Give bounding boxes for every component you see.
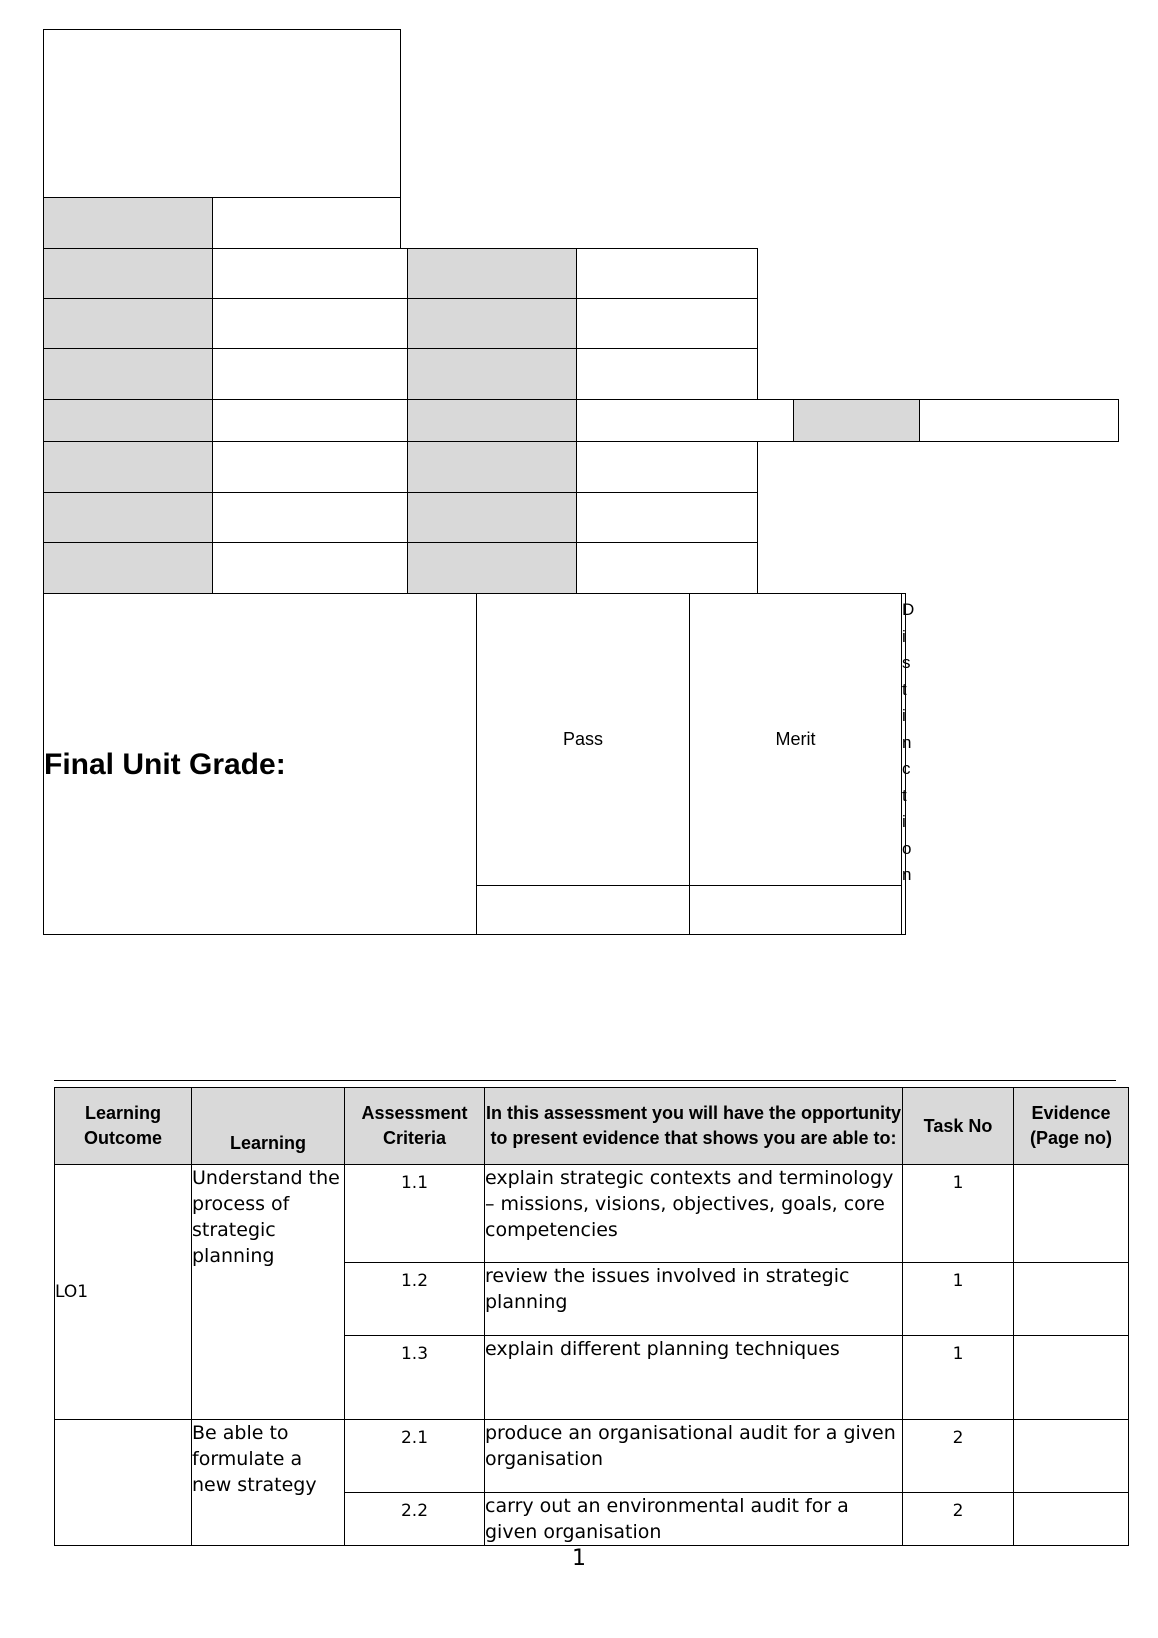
task-number: 1 <box>903 1336 1014 1420</box>
distinction-label <box>902 597 914 889</box>
table-row <box>55 1420 1129 1493</box>
evidence-cell[interactable] <box>1014 1493 1129 1546</box>
table-header-row <box>55 1088 1129 1165</box>
learning-outcome-cell <box>55 1420 192 1546</box>
pass-checkbox-cell[interactable] <box>476 885 690 935</box>
criterion-text: carry out an environmental audit for a given organisation <box>485 1493 903 1546</box>
form-label-cell <box>407 441 577 493</box>
form-value-cell[interactable] <box>576 399 794 442</box>
form-label-cell <box>43 348 213 400</box>
form-label-cell <box>43 542 213 594</box>
criterion-text: explain strategic contexts and terminology – missions, visions, objectives, goals, core competencies <box>485 1165 903 1263</box>
distinction-letter: s <box>902 653 911 672</box>
section-divider <box>54 1080 1116 1081</box>
learning-cell: Be able to formulate a new strategy <box>192 1420 345 1546</box>
criterion-number: 1.1 <box>345 1165 485 1263</box>
header-evidence: Evidence (Page no) <box>1014 1088 1129 1165</box>
form-value-cell[interactable] <box>919 399 1119 442</box>
distinction-letter: n <box>902 732 912 752</box>
form-label-cell <box>407 399 577 442</box>
form-value-cell[interactable] <box>576 298 758 349</box>
distinction-letter: i <box>902 812 906 831</box>
form-value-cell[interactable] <box>212 542 408 594</box>
evidence-cell[interactable] <box>1014 1165 1129 1263</box>
header-learning-outcome: Learning Outcome <box>55 1088 192 1165</box>
criterion-number: 2.1 <box>345 1420 485 1493</box>
distinction-letter: o <box>902 838 912 858</box>
form-value-cell[interactable] <box>576 248 758 299</box>
form-value-cell[interactable] <box>212 492 408 543</box>
form-label-cell <box>43 298 213 349</box>
page-number: 1 <box>572 1546 586 1571</box>
form-value-cell[interactable] <box>212 197 401 249</box>
criterion-text: explain different planning techniques <box>485 1336 903 1420</box>
merit-label: Merit <box>775 729 816 749</box>
distinction-letter: n <box>902 865 912 884</box>
pass-label: Pass <box>562 729 604 749</box>
criterion-number: 1.3 <box>345 1336 485 1420</box>
form-value-cell[interactable] <box>212 441 408 493</box>
form-label-cell <box>407 542 577 594</box>
form-label-cell <box>43 399 213 442</box>
form-value-cell[interactable] <box>576 542 758 594</box>
distinction-letter: D <box>902 600 915 619</box>
learning-cell: Understand the process of strategic planning <box>192 1165 345 1420</box>
form-label-cell <box>407 298 577 349</box>
form-label-cell <box>407 492 577 543</box>
form-label-cell <box>43 248 213 299</box>
criterion-number: 1.2 <box>345 1263 485 1336</box>
logo-box <box>43 29 401 198</box>
header-task-no: Task No <box>903 1088 1014 1165</box>
distinction-letter: i <box>902 706 906 725</box>
distinction-letter: t <box>902 679 907 699</box>
form-label-cell <box>407 248 577 299</box>
form-value-cell[interactable] <box>212 248 408 299</box>
header-learning: Learning <box>192 1088 345 1165</box>
header-opportunity: In this assessment you will have the opportunity to present evidence that shows you are able to: <box>485 1088 903 1165</box>
distinction-letter: t <box>902 785 907 805</box>
form-label-cell <box>43 492 213 543</box>
evidence-cell[interactable] <box>1014 1263 1129 1336</box>
final-grade-label: Final Unit Grade: <box>44 748 286 781</box>
form-value-cell[interactable] <box>576 492 758 543</box>
assessment-criteria-table <box>54 1087 1129 1546</box>
form-value-cell[interactable] <box>576 441 758 493</box>
task-number: 1 <box>903 1165 1014 1263</box>
evidence-cell[interactable] <box>1014 1420 1129 1493</box>
criterion-number: 2.2 <box>345 1493 485 1546</box>
form-label-cell <box>43 197 213 249</box>
merit-checkbox-cell[interactable] <box>689 885 902 935</box>
task-number: 2 <box>903 1493 1014 1546</box>
form-label-cell <box>793 399 920 442</box>
form-value-cell[interactable] <box>576 348 758 400</box>
task-number: 2 <box>903 1420 1014 1493</box>
form-value-cell[interactable] <box>212 298 408 349</box>
table-row <box>55 1165 1129 1263</box>
learning-outcome-cell: LO1 <box>55 1165 192 1420</box>
distinction-letter: c <box>902 759 911 778</box>
header-assessment-criteria: Assessment Criteria <box>345 1088 485 1165</box>
criterion-text: review the issues involved in strategic planning <box>485 1263 903 1336</box>
distinction-letter: i <box>902 626 906 646</box>
criterion-text: produce an organisational audit for a given organisation <box>485 1420 903 1493</box>
form-value-cell[interactable] <box>212 348 408 400</box>
form-label-cell <box>43 441 213 493</box>
form-value-cell[interactable] <box>212 399 408 442</box>
form-label-cell <box>407 348 577 400</box>
evidence-cell[interactable] <box>1014 1336 1129 1420</box>
task-number: 1 <box>903 1263 1014 1336</box>
